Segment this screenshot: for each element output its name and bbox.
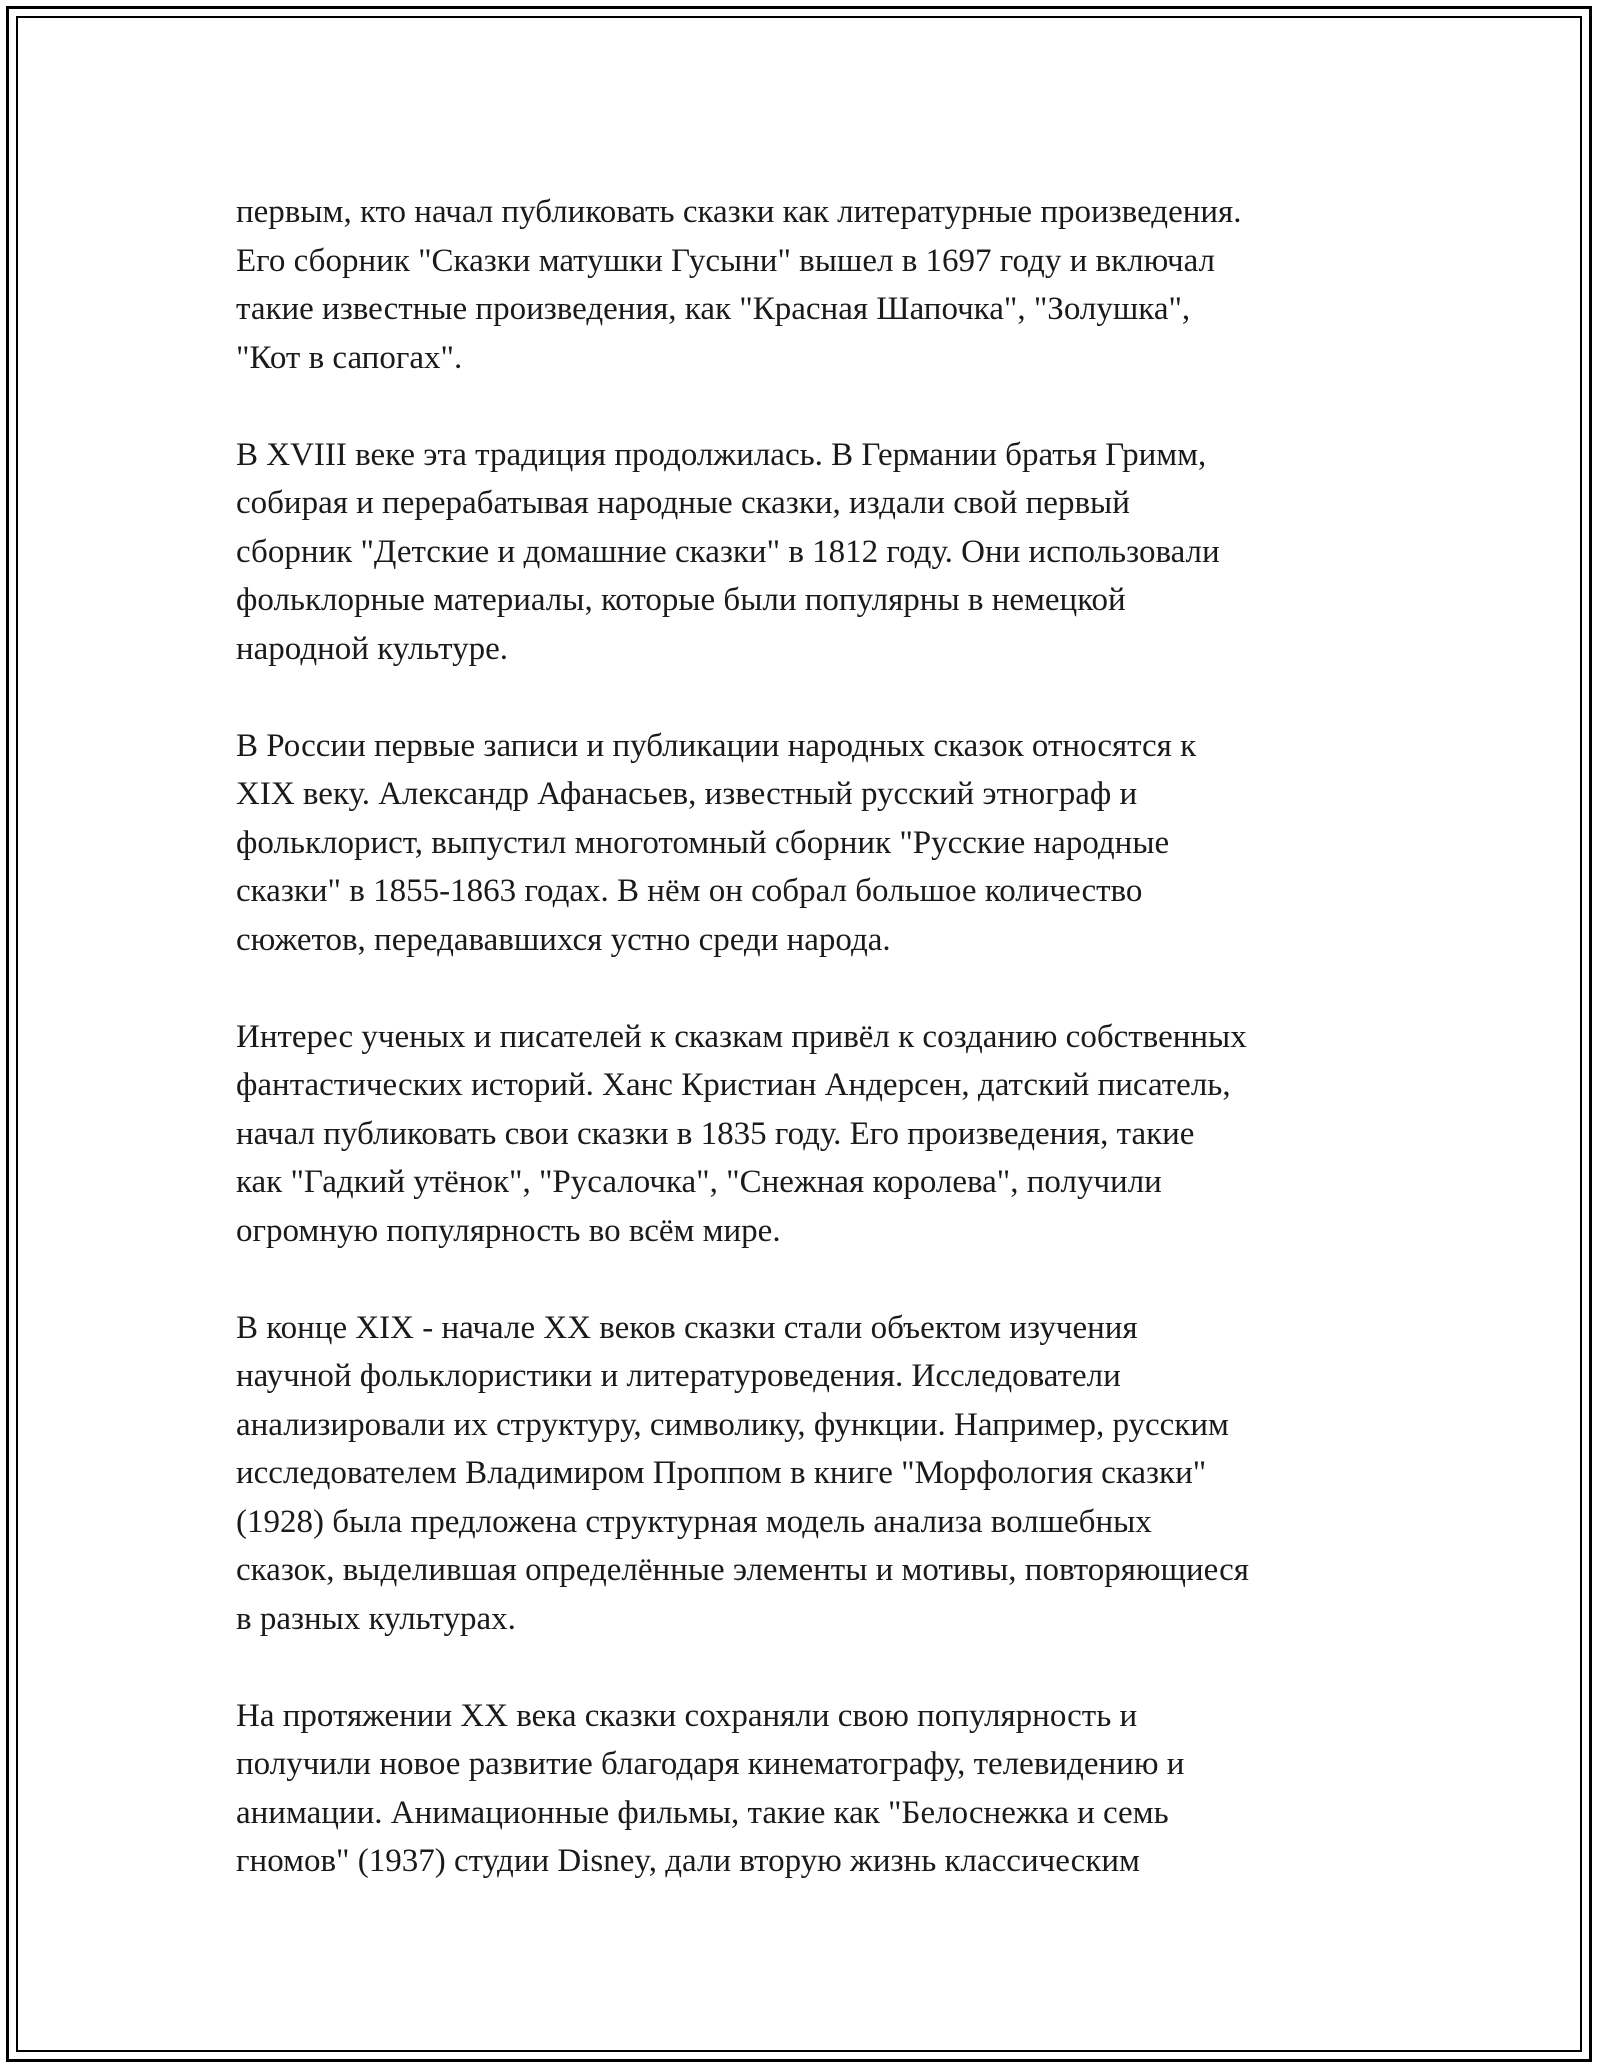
text-line: народной культуре. — [236, 630, 508, 667]
text-line: (1928) была предложена структурная модель анализа волшебных — [236, 1503, 1152, 1540]
paragraph-gap — [236, 673, 1386, 722]
text-line: В конце XIX - начале XX веков сказки стали объектом изучения — [236, 1309, 1138, 1346]
text-line: исследователем Владимиром Проппом в книге "Морфология сказки" — [236, 1455, 1207, 1491]
text-line: собирая и перерабатывая народные сказки, издали свой первый — [236, 485, 1130, 521]
paragraph-afanasyev — [236, 722, 1386, 965]
text-line: сказки" в 1855-1863 годах. В нём он собрал большое количество — [236, 873, 1143, 909]
paragraph-gap — [236, 1643, 1386, 1692]
text-line: в разных культурах. — [236, 1600, 516, 1637]
document-body — [236, 188, 1386, 1886]
text-line: фольклорные материалы, которые были популярны в немецкой — [236, 582, 1126, 618]
text-line: анализировали их структуру, символику, функции. Например, русским — [236, 1406, 1229, 1443]
paragraph-andersen — [236, 1013, 1386, 1256]
text-line: сюжетов, передававшихся устно среди народа. — [236, 921, 891, 958]
paragraph-grimm — [236, 431, 1386, 674]
text-line: первым, кто начал публиковать сказки как литературные произведения. — [236, 194, 1242, 230]
text-line: "Кот в сапогах". — [236, 339, 463, 376]
text-line: начал публиковать свои сказки в 1835 году. Его произведения, такие — [236, 1115, 1195, 1152]
text-line: как "Гадкий утёнок", "Русалочка", "Снежная королева", получили — [236, 1164, 1162, 1200]
paragraph-gap — [236, 1255, 1386, 1304]
text-line: На протяжении XX века сказки сохраняли свою популярность и — [236, 1697, 1138, 1734]
paragraph-gap — [236, 382, 1386, 431]
paragraph-perrault — [236, 188, 1386, 382]
text-line: такие известные произведения, как "Красная Шапочка", "Золушка", — [236, 291, 1191, 327]
text-line: В XVIII веке эта традиция продолжилась. В Германии братья Гримм, — [236, 436, 1207, 473]
text-line: сборник "Детские и домашние сказки" в 1812 году. Они использовали — [236, 533, 1220, 570]
text-line: получили новое развитие благодаря кинематографу, телевидению и — [236, 1746, 1185, 1782]
text-line: анимации. Анимационные фильмы, такие как "Белоснежка и семь — [236, 1794, 1169, 1831]
text-line: фольклорист, выпустил многотомный сборник "Русские народные — [236, 824, 1170, 861]
text-line: XIX веку. Александр Афанасьев, известный русский этнограф и — [236, 776, 1138, 812]
text-line: В России первые записи и публикации народных сказок относятся к — [236, 727, 1197, 764]
text-line: сказок, выделившая определённые элементы и мотивы, повторяющиеся — [236, 1552, 1249, 1588]
text-line: гномов" (1937) студии Disney, дали вторую жизнь классическим — [236, 1843, 1140, 1879]
text-line: огромную популярность во всём мире. — [236, 1212, 781, 1249]
text-line: Интерес ученых и писателей к сказкам привёл к созданию собственных — [236, 1018, 1247, 1055]
text-line: фантастических историй. Ханс Кристиан Андерсен, датский писатель, — [236, 1067, 1231, 1103]
paragraph-twentieth-century — [236, 1692, 1386, 1886]
text-line: научной фольклористики и литературоведения. Исследователи — [236, 1358, 1121, 1394]
paragraph-propp — [236, 1304, 1386, 1644]
paragraph-gap — [236, 964, 1386, 1013]
text-line: Его сборник "Сказки матушки Гусыни" вышел в 1697 году и включал — [236, 242, 1215, 279]
